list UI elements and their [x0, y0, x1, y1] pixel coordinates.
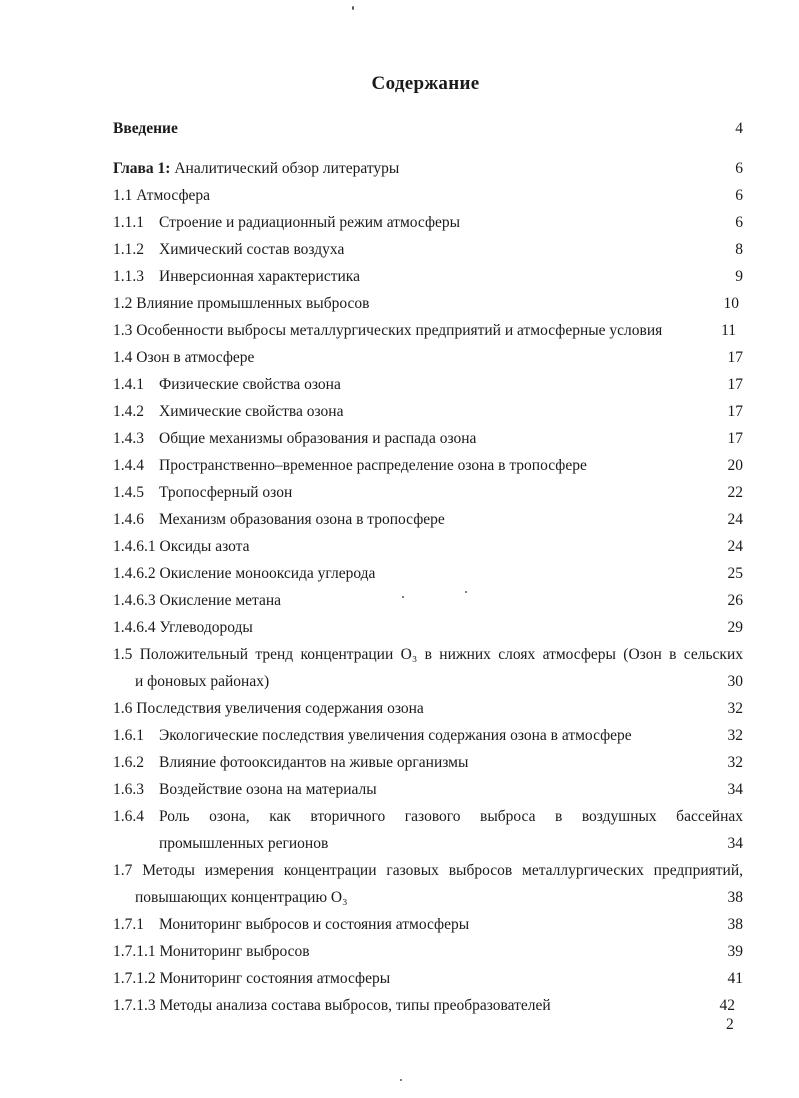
- toc-page: 24: [727, 538, 743, 555]
- toc-entry-chapter1[interactable]: [113, 158, 743, 180]
- toc-entry[interactable]: [113, 347, 743, 369]
- toc-page: 26: [727, 592, 743, 609]
- toc-label: 1.7.1.2 Мониторинг состояния атмосферы: [113, 970, 391, 987]
- toc-page: 6: [735, 160, 743, 177]
- toc-entry[interactable]: [113, 266, 743, 288]
- toc-label: Физические свойства озона: [159, 376, 341, 393]
- toc-page: 30: [727, 673, 743, 690]
- toc-entry[interactable]: [113, 941, 743, 963]
- toc-entry[interactable]: [113, 698, 743, 720]
- toc-page: 17: [727, 376, 743, 393]
- toc-page: 11: [721, 322, 736, 339]
- toc-label: 1.7 Методы измерения концентрации газовых выбросов металлургических предприятий,: [113, 862, 743, 879]
- toc-entry[interactable]: [113, 401, 743, 423]
- toc-label: Роль озона, как вторичного газового выброса в воздушных бассейнах: [159, 808, 743, 825]
- toc-entry[interactable]: [113, 482, 743, 504]
- page-number: 2: [726, 1016, 734, 1033]
- toc-entry[interactable]: [113, 293, 743, 315]
- toc-page: 29: [727, 619, 743, 636]
- toc-page: 17: [727, 403, 743, 420]
- toc-page: 20: [727, 457, 743, 474]
- toc-label: Глава 1: Аналитический обзор литературы: [113, 160, 400, 177]
- toc-number: 1.1.2: [113, 241, 144, 258]
- toc-entry[interactable]: [113, 239, 743, 261]
- toc-entry[interactable]: [113, 428, 743, 450]
- toc-page: 42: [719, 997, 735, 1014]
- scan-speck: [465, 591, 467, 593]
- toc-label: 1.4.6.4 Углеводороды: [113, 619, 253, 636]
- toc-label: Инверсионная характеристика: [159, 268, 360, 285]
- toc-entry[interactable]: [113, 617, 743, 639]
- toc-page: 32: [727, 727, 743, 744]
- toc-entry-1-6-4-line1[interactable]: [113, 806, 743, 828]
- toc-number: 1.4.1: [113, 376, 144, 393]
- toc-number: 1.7.1: [113, 916, 144, 933]
- toc-entry[interactable]: [113, 968, 743, 990]
- toc-label: 1.2 Влияние промышленных выбросов: [113, 295, 370, 312]
- toc-entry[interactable]: [113, 779, 743, 801]
- toc-number: 1.4.3: [113, 430, 144, 447]
- toc-entry-1-6-4-line2[interactable]: [113, 833, 743, 855]
- toc-label: 1.4.6.2 Окисление монооксида углерода: [113, 565, 376, 582]
- toc-number: 1.4.5: [113, 484, 144, 501]
- toc-label-continued: промышленных регионов: [159, 835, 329, 852]
- toc-label: 1.5 Положительный тренд концентрации O₃ в нижних слоях атмосферы (Озон в сельских: [113, 646, 743, 663]
- toc-page: 38: [727, 916, 743, 933]
- toc-entry[interactable]: [113, 914, 743, 936]
- toc-label: Механизм образования озона в тропосфере: [159, 511, 445, 528]
- toc-label: Воздействие озона на материалы: [159, 781, 377, 798]
- toc-page: 34: [727, 835, 743, 852]
- toc-number: 1.4.4: [113, 457, 144, 474]
- toc-label: 1.3 Особенности выбросы металлургических предприятий и атмосферные условия: [113, 322, 663, 339]
- toc-entry-intro[interactable]: [113, 118, 743, 140]
- toc-label: Тропосферный озон: [159, 484, 293, 501]
- toc-page: 10: [723, 295, 739, 312]
- toc-entry[interactable]: [113, 455, 743, 477]
- toc-entry-1-5-line2[interactable]: [113, 671, 743, 693]
- toc-entry[interactable]: [113, 752, 743, 774]
- toc-page: 34: [727, 781, 743, 798]
- toc-page: 4: [735, 120, 743, 137]
- toc-entry[interactable]: [113, 212, 743, 234]
- toc-label: Общие механизмы образования и распада озона: [159, 430, 477, 447]
- toc-number: 1.6.1: [113, 727, 144, 744]
- toc-label: Введение: [113, 120, 178, 137]
- toc-page: 6: [735, 187, 743, 204]
- toc-page: 17: [727, 430, 743, 447]
- toc-page: 6: [735, 214, 743, 231]
- toc-page: 8: [735, 241, 743, 258]
- toc-label: 1.7.1.1 Мониторинг выбросов: [113, 943, 310, 960]
- toc-entry-1-7-line2[interactable]: [113, 887, 743, 909]
- toc-label: Влияние фотооксидантов на живые организмы: [159, 754, 469, 771]
- toc-label: Химические свойства озона: [159, 403, 344, 420]
- toc-page: 32: [727, 754, 743, 771]
- toc-page: 32: [727, 700, 743, 717]
- toc-page: 25: [727, 565, 743, 582]
- toc-label-continued: и фоновых районах): [135, 673, 270, 690]
- toc-entry[interactable]: [113, 725, 743, 747]
- toc-page: 9: [735, 268, 743, 285]
- toc-entry[interactable]: [113, 509, 743, 531]
- toc-label: 1.4.6.1 Оксиды азота: [113, 538, 250, 555]
- toc-label: Химический состав воздуха: [159, 241, 345, 258]
- toc-entry[interactable]: [113, 374, 743, 396]
- toc-label: Экологические последствия увеличения содержания озона в атмосфере: [159, 727, 632, 744]
- toc-entry-1-7-line1[interactable]: [113, 860, 743, 882]
- scan-speck: [400, 1079, 402, 1081]
- toc-label: 1.4.6.3 Окисление метана: [113, 592, 282, 609]
- toc-page: 41: [727, 970, 743, 987]
- page-title: Содержание: [371, 73, 480, 94]
- toc-page: 24: [727, 511, 743, 528]
- toc-number: 1.6.2: [113, 754, 144, 771]
- toc-page: 17: [727, 349, 743, 366]
- scan-speck: [352, 6, 354, 10]
- toc-entry-1-5-line1[interactable]: [113, 644, 743, 666]
- toc-label: 1.4 Озон в атмосфере: [113, 349, 255, 366]
- toc-number: 1.6.3: [113, 781, 144, 798]
- toc-entry[interactable]: [113, 536, 743, 558]
- toc-number: 1.6.4: [113, 808, 144, 825]
- toc-page: 22: [727, 484, 743, 501]
- toc-entry[interactable]: [113, 995, 743, 1017]
- toc-number: 1.4.2: [113, 403, 144, 420]
- toc-label: Мониторинг выбросов и состояния атмосферы: [159, 916, 470, 933]
- toc-label: Строение и радиационный режим атмосферы: [159, 214, 461, 231]
- toc-label: 1.7.1.3 Методы анализа состава выбросов, типы преобразователей: [113, 997, 551, 1014]
- toc-entry[interactable]: [113, 590, 743, 612]
- toc-label: 1.1 Атмосфера: [113, 187, 211, 204]
- toc-number: 1.1.3: [113, 268, 144, 285]
- toc-label: 1.6 Последствия увеличения содержания озона: [113, 700, 424, 717]
- scan-speck: [402, 596, 404, 598]
- toc-entry[interactable]: [113, 320, 743, 342]
- toc-number: 1.1.1: [113, 214, 144, 231]
- toc-label: Пространственно–временное распределение озона в тропосфере: [159, 457, 587, 474]
- toc-entry[interactable]: [113, 563, 743, 585]
- toc-number: 1.4.6: [113, 511, 144, 528]
- toc-label-continued: повышающих концентрацию O₃: [135, 889, 348, 906]
- toc-entry[interactable]: [113, 185, 743, 207]
- toc-page: 38: [727, 889, 743, 906]
- toc-page: 39: [727, 943, 743, 960]
